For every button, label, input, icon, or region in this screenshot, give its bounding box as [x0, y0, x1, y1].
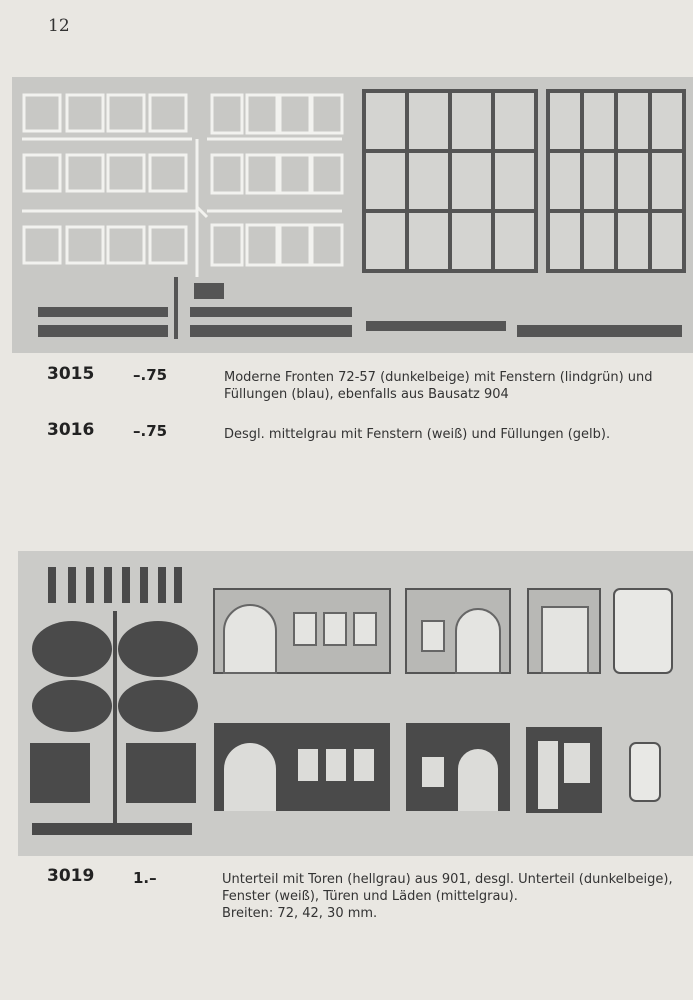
article-number: 3019	[47, 866, 95, 886]
description-line: Breiten: 72, 42, 30 mm.	[222, 906, 378, 921]
base-parts-illustration	[18, 551, 693, 856]
description-line: Fenster (weiß), Türen und Läden (mittelgrau).	[222, 889, 518, 904]
description: Desgl. mittelgrau mit Fenstern (weiß) und Füllungen (gelb).	[224, 427, 611, 442]
price: –.75	[133, 422, 168, 440]
description	[222, 871, 682, 922]
photo-window-parts	[12, 77, 693, 353]
photo-base-parts	[18, 551, 693, 856]
price: –.75	[133, 366, 168, 384]
article-number: 3016	[47, 420, 95, 440]
article-number: 3015	[47, 364, 95, 384]
description: Moderne Fronten 72-57 (dunkelbeige) mit Fenstern (lindgrün) und Füllungen (blau), ebenfalls aus Bausatz 904	[224, 370, 653, 402]
window-parts-illustration	[12, 77, 693, 353]
page-number: 12	[48, 16, 70, 36]
description-line: Unterteil mit Toren (hellgrau) aus 901, desgl. Unterteil (dunkelbeige),	[222, 872, 673, 887]
price: 1.–	[133, 869, 157, 887]
